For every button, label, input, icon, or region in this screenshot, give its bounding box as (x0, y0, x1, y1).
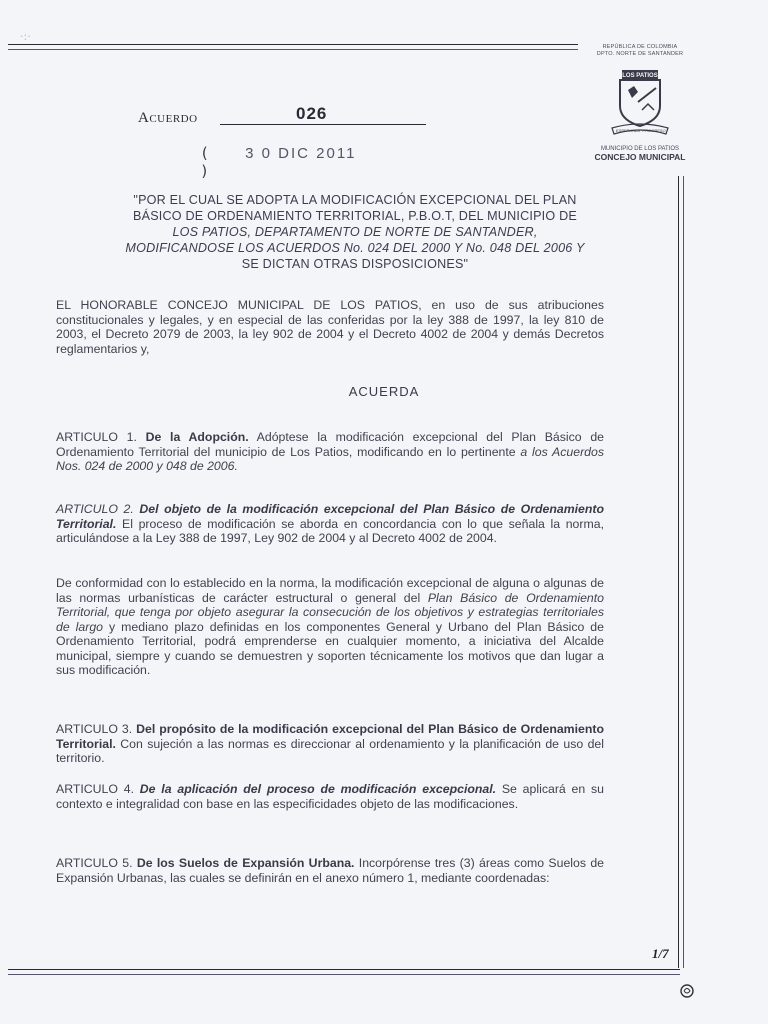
article-4-heading: De la aplicación del proceso de modificación excepcional. (139, 782, 497, 796)
article-2-para-part1: De conformidad con lo establecido en la norma, la modificación excepcional de alguna o algunas de las normas urbanísticas de carácter estructural o general del (56, 576, 604, 605)
frame-bottom-line-inner (8, 974, 680, 975)
article-3 (56, 722, 604, 766)
frame-bottom-line (8, 969, 680, 970)
article-2-para-part3: y mediano plazo definidas en los componentes General y Urbano del Plan Básico de Ordenamiento Territorial, podrá emprenderse en cualquier momento, a iniciativa del Alcalde municipal, siempre y cuando se demuestren y soporten técnicamente los motivos que dan lugar a sus modificación. (56, 619, 604, 677)
article-3-heading: Del propósito de la modificación excepcional del Plan Básico de Ordenamiento Territorial. (56, 722, 604, 751)
municipal-crest-header (585, 44, 695, 162)
preamble-lead: EL HONORABLE CONCEJO MUNICIPAL DE LOS PATIOS (56, 298, 419, 312)
article-5-label: ARTICULO 5. (56, 856, 133, 870)
article-2-para-part2: Plan Básico de Ordenamiento Territorial, que tenga por objeto asegurar la consecución de los objetivos y estrategias territoriales de largo (56, 590, 604, 634)
article-2 (56, 502, 604, 546)
acuerdo-underline (220, 124, 426, 125)
document-title (60, 192, 650, 272)
date-close-paren: ) (200, 162, 210, 180)
date-stamp: 3 0 DIC 2011 (245, 145, 357, 162)
article-4-label: ARTICULO 4. (56, 782, 134, 796)
stamp-circle-icon (678, 982, 696, 1000)
article-4 (56, 782, 604, 811)
frame-top-line (8, 44, 578, 45)
title-line-1: "POR EL CUAL SE ADOPTA LA MODIFICACIÓN EXCEPCIONAL DEL PLAN (133, 193, 577, 207)
title-line-3: LOS PATIOS, DEPARTAMENTO DE NORTE DE SANTANDER, (172, 225, 538, 239)
crest-top-text: LOS PATIOS (622, 73, 658, 79)
preamble-paragraph (56, 298, 604, 356)
article-1 (56, 430, 604, 474)
frame-right-line (678, 176, 679, 968)
article-1-text: Adóptese la modificación excepcional del Plan Básico de Ordenamiento Territorial del municipio de Los Patios, modificando en lo pertinente (56, 430, 605, 459)
article-1-italic: a los Acuerdos Nos. 024 de 2000 y 048 de 2006. (56, 444, 604, 473)
crest-motto-right: PROGRESO (642, 128, 666, 133)
frame-top-line-inner (8, 49, 578, 50)
article-5 (56, 856, 604, 885)
article-2-heading: Del objeto de la modificación excepcional del Plan Básico de Ordenamiento Territorial. (56, 502, 605, 531)
article-1-label: ARTICULO 1. (56, 430, 137, 444)
acuerdo-number: 026 (296, 104, 328, 123)
coat-of-arms-icon (608, 62, 672, 144)
department-label: DPTO. NORTE DE SANTANDER (596, 51, 684, 57)
corner-smudge: ·:· (20, 30, 31, 43)
acuerdo-date (200, 144, 390, 180)
article-4-text: Se aplicará en su contexto e integralidad con base en las especificidades objeto de las modificaciones. (56, 782, 604, 811)
frame-right-line-inner (683, 176, 684, 968)
article-3-text: Con sujeción a las normas es direccionar al ordenamiento y la planificación de uso del territorio. (56, 736, 604, 765)
acuerdo-label: Acuerdo (138, 110, 198, 126)
title-line-5: SE DICTAN OTRAS DISPOSICIONES" (241, 257, 469, 271)
acuerda-heading: ACUERDA (348, 384, 420, 399)
article-1-heading: De la Adopción. (145, 430, 249, 444)
page-number: 1/7 (652, 946, 669, 961)
title-line-2: BÁSICO DE ORDENAMIENTO TERRITORIAL, P.B.O.T, DEL MUNICIPIO DE (133, 209, 577, 223)
article-2-label: ARTICULO 2. (56, 502, 134, 516)
article-2-paragraph (56, 576, 604, 678)
acuerdo-heading (138, 104, 438, 128)
republic-label: REPÚBLICA DE COLOMBIA (602, 44, 678, 50)
article-2-text: El proceso de modificación se aborda en concordancia con lo que señala la norma, articulándose a la Ley 388 de 1997, Ley 902 de 2004 y al Decreto 4002 de 2004. (56, 516, 604, 545)
article-5-text: Incorpórense tres (3) áreas como Suelos de Expansión Urbanas, las cuales se definirán en el anexo número 1, mediante coordenadas: (56, 856, 605, 885)
municipio-label: MUNICIPIO DE LOS PATIOS (600, 146, 680, 152)
article-5-heading: De los Suelos de Expansión Urbana. (136, 856, 355, 870)
preamble-rest: , en uso de sus atribuciones constitucionales y legales, y en especial de las conferidas por la ley 388 de 1997, la ley 810 de 2003, el Decreto 2079 de 2003, la ley 902 de 2004 y el Decreto 4002 de 2004 y demás Decretos reglamentarios y, (56, 298, 604, 356)
article-3-label: ARTICULO 3. (56, 722, 133, 736)
concejo-label: CONCEJO MUNICIPAL (594, 152, 686, 162)
title-line-4: MODIFICANDOSE LOS ACUERDOS No. 024 DEL 2000 Y No. 048 DEL 2006 Y (125, 241, 585, 255)
crest-motto-left: ESPERANZA (615, 128, 641, 133)
date-open-paren: ( (200, 144, 210, 162)
